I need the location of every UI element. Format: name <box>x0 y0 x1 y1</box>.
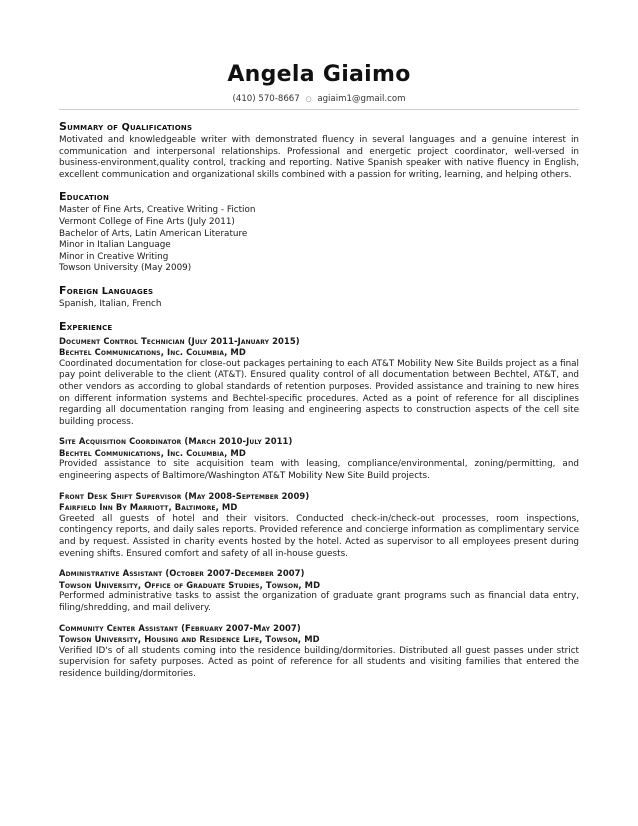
job-description: Coordinated documentation for close-out packages pertaining to each AT&T Mobility New Site Builds project as a final pay point deliverable to the client (AT&T). Ensured quality control of all documentation between Bechtel, AT&T, and other vendors as according to global standards of retention purposes. Provided assistance and training to new hires on different information systems and Bechtel-specific procedures. Acted as a point of reference for all disciplines regarding all documentation ranging from leasing and engineering aspects to construction aspects of the cell site building process. <box>59 358 579 427</box>
job-organization: Fairfield Inn By Marriott, Baltimore, MD <box>59 502 238 513</box>
job-entry <box>59 491 579 561</box>
job-organization: Towson University, Housing and Residence Life, Towson, MD <box>59 634 320 645</box>
experience-section <box>59 320 579 681</box>
job-description: Provided assistance to site acquisition team with leasing, compliance/environmental, zoning/permitting, and engineering aspects of Baltimore/Washington AT&T Mobility New Site Build projects. <box>59 459 579 482</box>
education-line: Master of Fine Arts, Creative Writing - Fiction <box>59 205 256 216</box>
education-line: Minor in Italian Language <box>59 240 171 251</box>
job-entry <box>59 336 579 429</box>
resume-name: Angela Giaimo <box>227 62 411 87</box>
job-description: Greeted all guests of hotel and their visitors. Conducted check-in/check-out processes, room inspections, contingency reports, and daily sales reports. Provided reference and concierge information as complimentary service and by request. Assisted in charity events hosted by the hotel. Acted as supervisor to all employees present during evening shifts. Ensured comfort and safety of all in-house guests. <box>59 513 579 559</box>
education-heading: Education <box>59 190 110 204</box>
job-description: Verified ID's of all students coming into the residence building/dormitories. Distributed all guest passes under strict supervision for safety purposes. Acted as point of reference for all students and visiting families that entered the residence building/dormitories. <box>59 645 579 679</box>
contact-separator-icon: ○ <box>305 95 312 103</box>
education-section <box>59 190 579 275</box>
summary-section <box>59 120 579 181</box>
job-title: Site Acquisition Coordinator (March 2010-July 2011) <box>59 436 293 447</box>
job-organization: Bechtel Communications, Inc. Columbia, MD <box>59 347 246 358</box>
job-organization: Bechtel Communications, Inc. Columbia, MD <box>59 447 246 458</box>
education-line: Vermont College of Fine Arts (July 2011) <box>59 216 235 227</box>
education-line: Minor in Creative Writing <box>59 251 169 262</box>
job-title: Community Center Assistant (February 2007-May 2007) <box>59 622 301 633</box>
languages-heading: Foreign Languages <box>59 283 154 297</box>
job-organization: Towson University, Office of Graduate Studies, Towson, MD <box>59 579 321 590</box>
job-title: Administrative Assistant (October 2007-December 2007) <box>59 568 305 579</box>
job-description: Performed administrative tasks to assist the organization of graduate grant programs such as financial data entry, filing/shredding, and mail delivery. <box>59 591 579 613</box>
job-entry <box>59 436 579 482</box>
experience-heading: Experience <box>59 319 113 333</box>
job-title: Front Desk Shift Supervisor (May 2008-September 2009) <box>59 490 310 501</box>
education-line: Bachelor of Arts, Latin American Literature <box>59 228 248 239</box>
job-title: Document Control Technician (July 2011-January 2015) <box>59 335 300 346</box>
languages-section <box>59 284 579 311</box>
job-entry <box>59 623 579 681</box>
job-entry <box>59 568 579 614</box>
education-line: Towson University (May 2009) <box>59 263 192 274</box>
phone-number: (410) 570-8667 <box>232 94 300 104</box>
summary-text: Motivated and knowledgeable writer with demonstrated fluency in several languages and a genuine interest in communication and interpersonal relationships. Professional and energetic project coordinator, well-versed in business-environment,quality control, tracking and reporting. Native Spanish speaker with native fluency in English, excellent communication and organizational skills combined with a passion for writing, learning, and helping others. <box>59 135 579 180</box>
summary-heading: Summary of Qualifications <box>59 120 193 133</box>
contact-line <box>59 93 579 105</box>
header-divider <box>59 109 579 110</box>
email-address: agiaim1@gmail.com <box>317 94 406 104</box>
languages-text: Spanish, Italian, French <box>59 298 162 309</box>
